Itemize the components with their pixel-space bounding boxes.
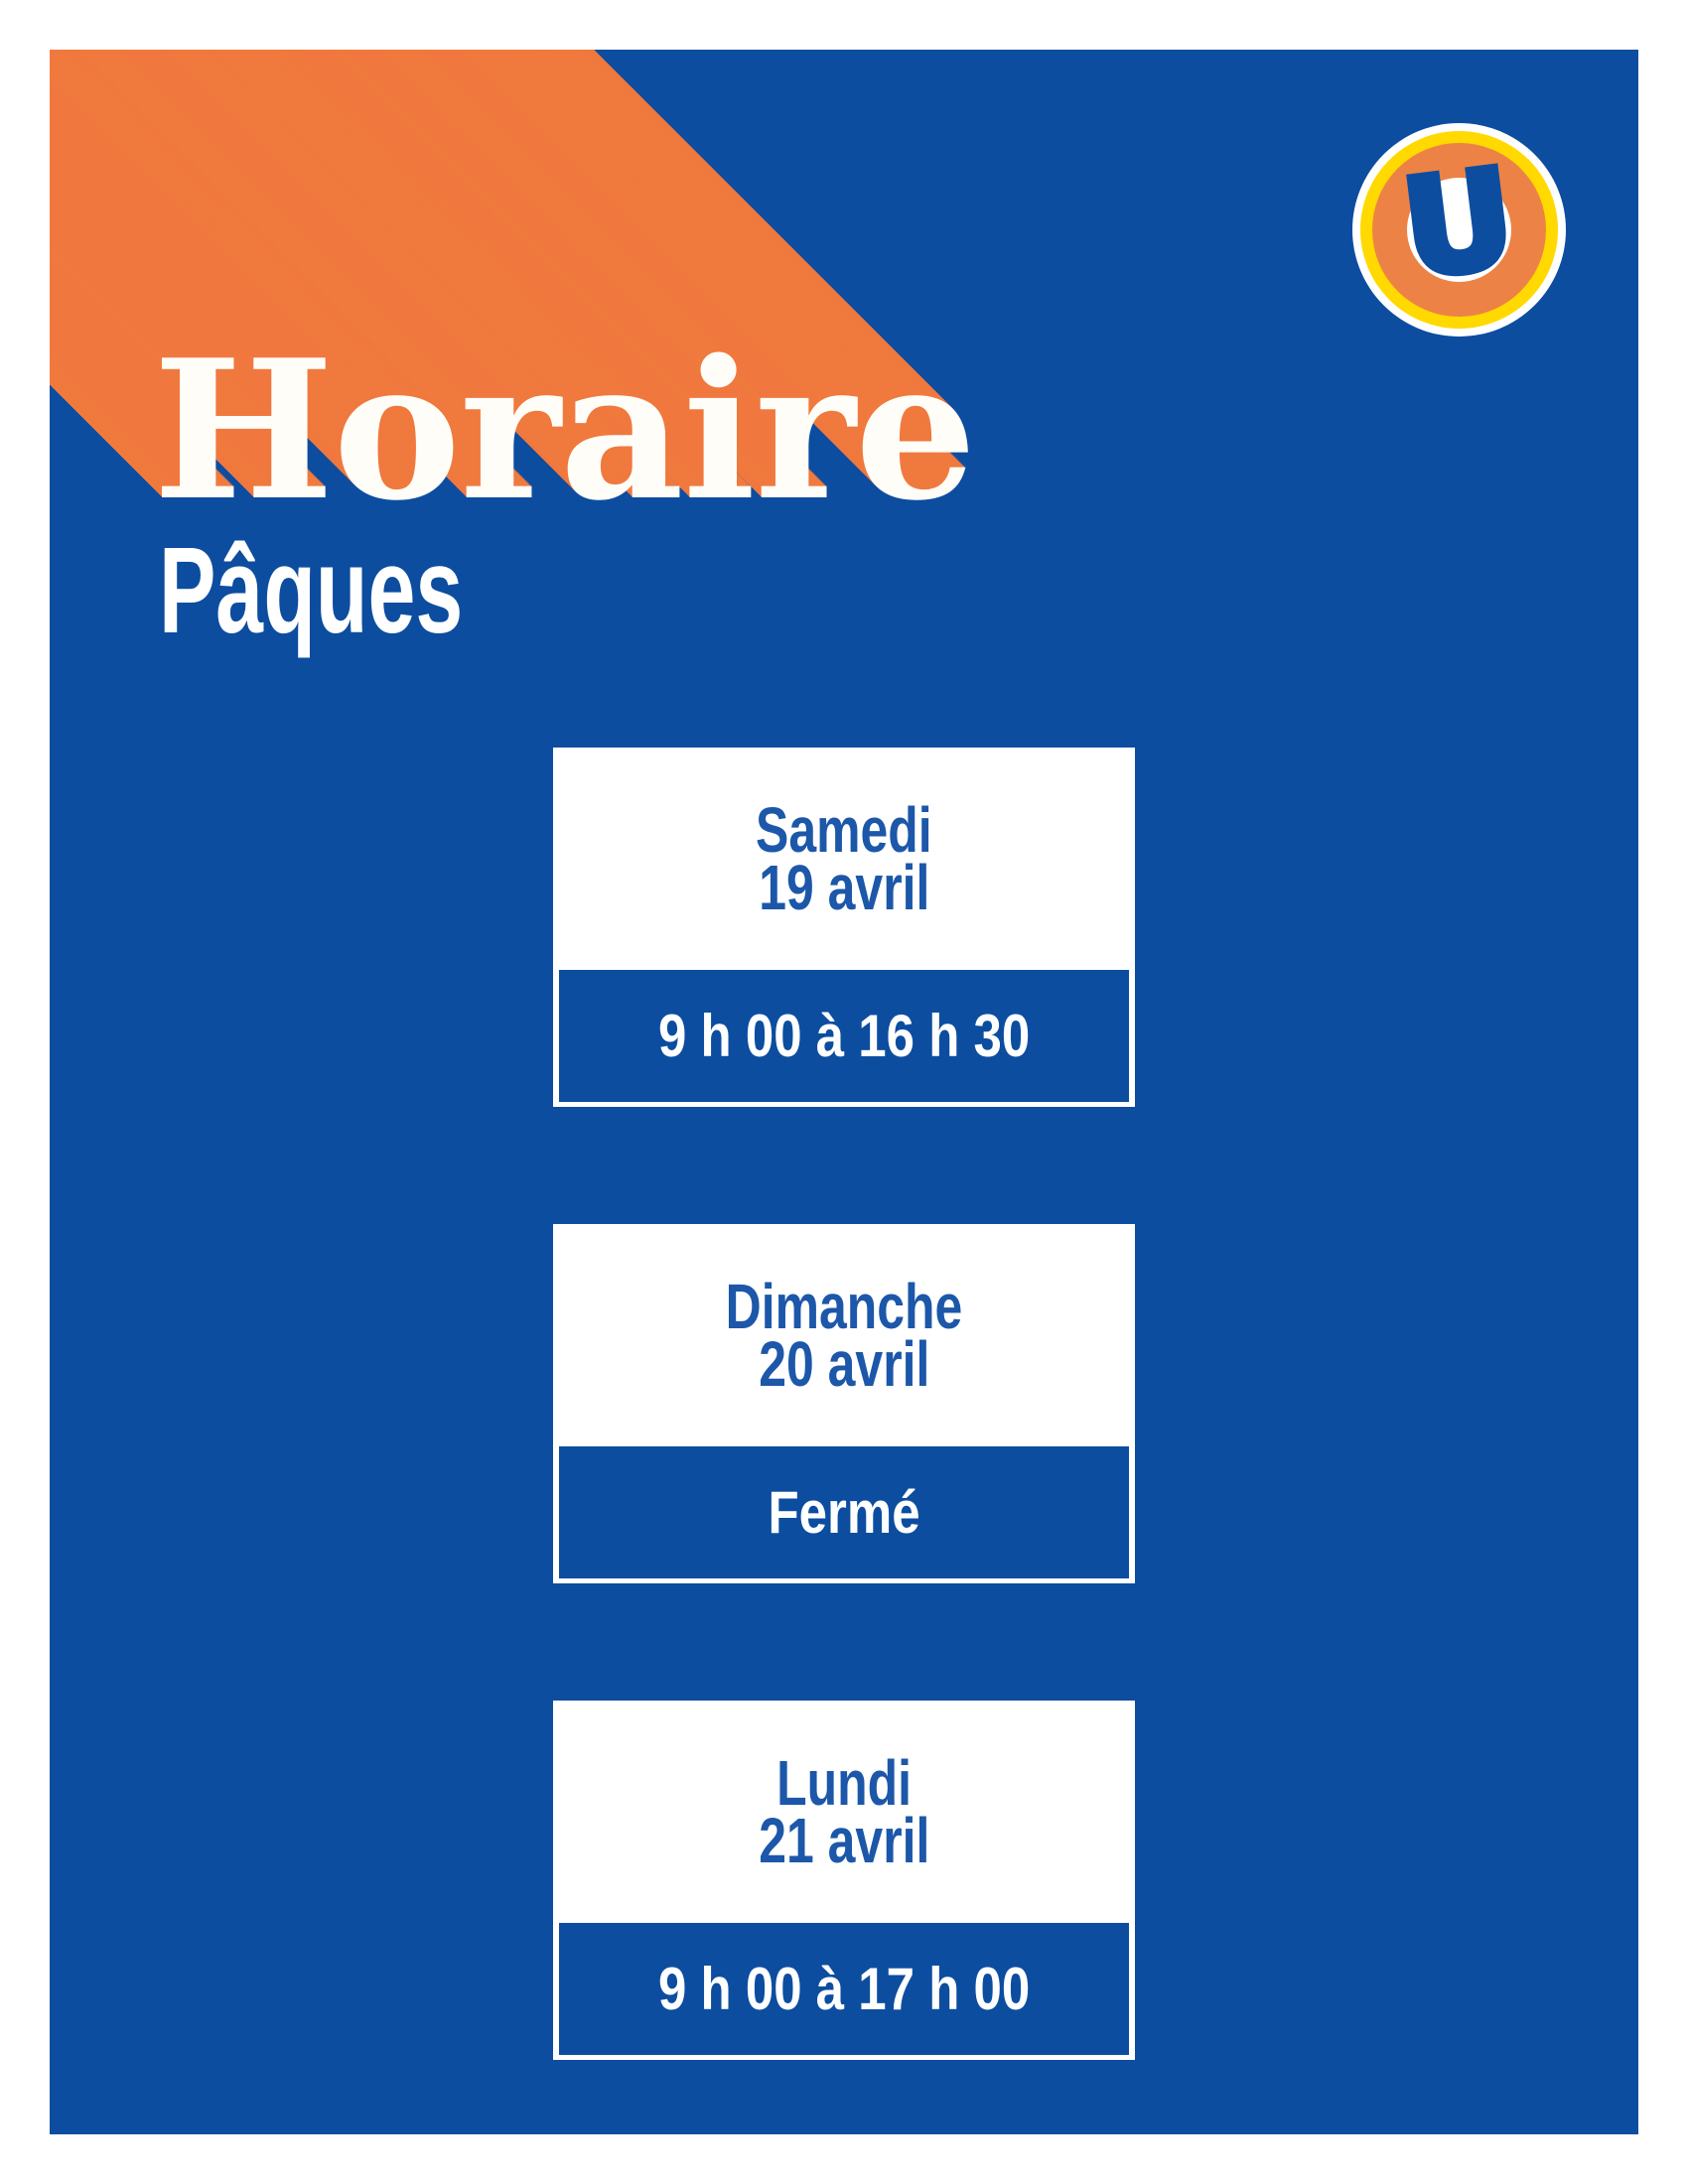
schedule-card (553, 748, 1135, 1107)
schedule-card-date (553, 1224, 1135, 1446)
store-logo (1352, 123, 1566, 337)
schedule-hours-label: Fermé (768, 1478, 920, 1546)
poster-background (50, 50, 1638, 2134)
schedule-date-label: 19 avril (758, 852, 930, 923)
schedule-day-label: Lundi (776, 1747, 912, 1819)
schedule-date-label: 21 avril (758, 1805, 930, 1876)
logo-u-icon: U (1394, 139, 1522, 309)
schedule-card (553, 1224, 1135, 1583)
schedule-hours-label: 9 h 00 à 16 h 30 (657, 1002, 1031, 1069)
schedule-card (553, 1701, 1135, 2060)
poster-title: Horaire (153, 318, 976, 543)
schedule-hours-label: 9 h 00 à 17 h 00 (657, 1955, 1031, 2022)
poster-subtitle (159, 523, 594, 659)
schedule-date-label: 20 avril (758, 1328, 930, 1400)
logo-yellow-ring (1360, 131, 1558, 329)
schedule-hours-band (559, 1923, 1129, 2055)
schedule-hours-band (559, 1446, 1129, 1578)
poster-subtitle-text: Pâques (159, 523, 464, 659)
schedule-card-date (553, 1701, 1135, 1923)
schedule-day-label: Dimanche (725, 1271, 963, 1342)
schedule-hours-band (559, 970, 1129, 1102)
schedule-card-date (553, 748, 1135, 970)
schedule-day-label: Samedi (756, 794, 932, 866)
logo-orange-ring (1372, 139, 1546, 317)
logo-white-disc (1394, 139, 1522, 309)
